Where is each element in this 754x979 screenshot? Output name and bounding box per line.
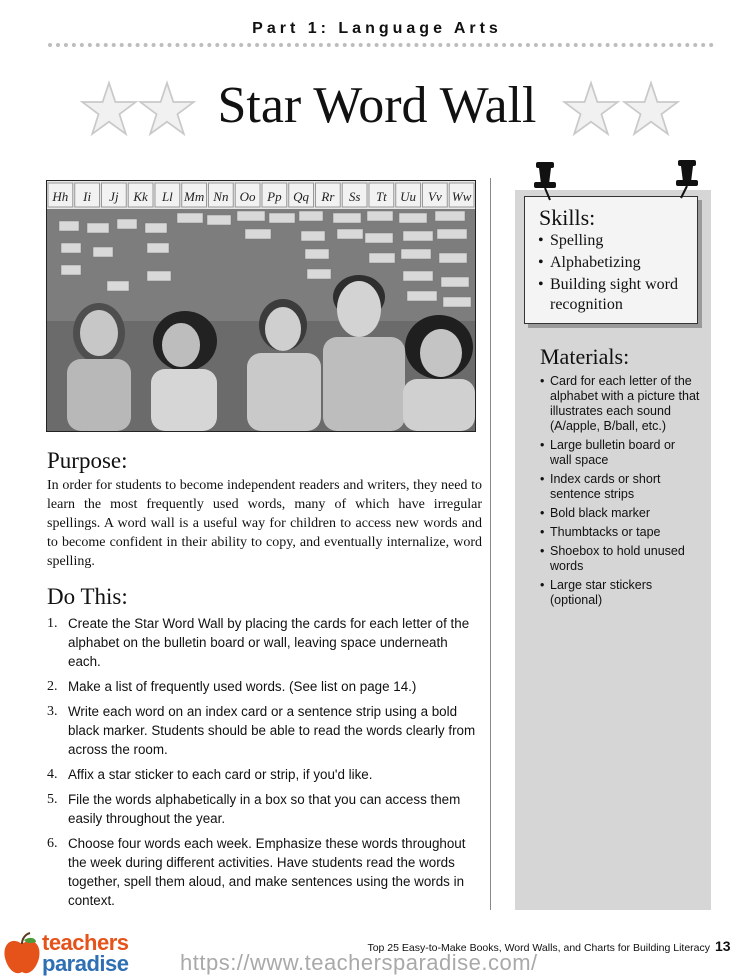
skills-card bbox=[524, 196, 698, 324]
alphabet-card-label: Ll bbox=[161, 189, 173, 204]
classroom-illustration bbox=[47, 181, 475, 431]
alphabet-card-label: Jj bbox=[109, 189, 119, 204]
step-item bbox=[47, 614, 483, 671]
watermark-url-link[interactable]: https://www.teachersparadise.com/ bbox=[180, 950, 538, 975]
step-text: Make a list of frequently used words. (See list on page 14.) bbox=[68, 679, 417, 694]
pushpin-icon bbox=[530, 160, 564, 202]
step-text: Create the Star Word Wall by placing the cards for each letter of the alphabet on the bulletin board or wall, leaving space underneath each. bbox=[68, 616, 470, 669]
step-item bbox=[47, 677, 483, 696]
alphabet-card-label: Qq bbox=[293, 189, 310, 204]
alphabet-card-label: Ii bbox=[83, 189, 92, 204]
step-number: 3. bbox=[47, 704, 58, 719]
star-icon bbox=[622, 80, 680, 138]
materials-item: • Large star stickers (optional) bbox=[540, 578, 700, 608]
alphabet-card-label: Ss bbox=[348, 189, 361, 204]
alphabet-card-label: Vv bbox=[428, 189, 442, 204]
pushpin-icon bbox=[668, 158, 702, 200]
step-text: Write each word on an index card or a sentence strip using a bold black marker. Students should be able to read the words clearly from across the room. bbox=[68, 704, 476, 757]
alphabet-card-label: Ww bbox=[451, 189, 472, 204]
star-icon bbox=[562, 80, 620, 138]
alphabet-card-label: Hh bbox=[52, 189, 69, 204]
column-divider bbox=[490, 178, 491, 910]
alphabet-card-label: Nn bbox=[213, 189, 229, 204]
purpose-text: In order for students to become independent readers and writers, they need to learn the most frequently used words, many of which have irregular spellings. A word wall is a useful way for children to access new words and to become confident in their ability to copy, and eventually internalize, word spelling. bbox=[47, 478, 482, 569]
steps-list bbox=[47, 614, 483, 916]
materials-list bbox=[540, 374, 700, 612]
header-dotted-rule bbox=[48, 43, 714, 47]
page-title: Star Word Wall bbox=[217, 77, 537, 134]
alphabet-card-label: Tt bbox=[375, 189, 387, 204]
step-number: 5. bbox=[47, 792, 58, 807]
materials-heading: Materials: bbox=[540, 344, 630, 369]
materials-item: • Bold black marker bbox=[540, 506, 700, 521]
materials-item: • Card for each letter of the alphabet with a picture that illustrates each sound (A/apple, B/ball, etc.) bbox=[540, 374, 700, 434]
do-this-heading: Do This: bbox=[47, 584, 128, 609]
alphabet-card-label: Uu bbox=[400, 189, 417, 204]
teachers-paradise-logo[interactable] bbox=[0, 928, 160, 979]
skills-item: • Alphabetizing bbox=[538, 253, 700, 273]
step-item bbox=[47, 790, 483, 828]
step-text: Affix a star sticker to each card or strip, if you'd like. bbox=[68, 767, 373, 782]
skills-item: • Building sight word recognition bbox=[538, 275, 700, 315]
step-text: File the words alphabetically in a box so that you can access them easily throughout the year. bbox=[68, 792, 461, 826]
step-number: 4. bbox=[47, 767, 58, 782]
step-number: 2. bbox=[47, 679, 58, 694]
skills-item: • Spelling bbox=[538, 231, 700, 251]
alphabet-card-label: Oo bbox=[239, 189, 256, 204]
materials-item: • Index cards or short sentence strips bbox=[540, 472, 700, 502]
page-number: 13 bbox=[715, 938, 731, 954]
alphabet-card-label: Rr bbox=[321, 189, 335, 204]
logo-word-teachers: teachers bbox=[42, 930, 129, 955]
step-number: 6. bbox=[47, 836, 58, 851]
alphabet-card-label: Pp bbox=[267, 189, 282, 204]
alphabet-card-label: Kk bbox=[133, 189, 148, 204]
step-text: Choose four words each week. Emphasize these words throughout the week during different activities. Have students read the words together, spell them aloud, and make sentences using the words in context. bbox=[68, 836, 466, 908]
skills-heading: Skills: bbox=[539, 205, 596, 230]
materials-item: • Thumbtacks or tape bbox=[540, 525, 700, 540]
step-item bbox=[47, 702, 483, 759]
skills-list bbox=[538, 231, 700, 317]
step-number: 1. bbox=[47, 616, 58, 631]
alphabet-card-label: Mm bbox=[184, 189, 205, 204]
materials-item: • Large bulletin board or wall space bbox=[540, 438, 700, 468]
classroom-photo bbox=[46, 180, 476, 432]
apple-icon bbox=[2, 932, 42, 976]
step-item bbox=[47, 765, 483, 784]
purpose-heading: Purpose: bbox=[47, 448, 128, 473]
step-item bbox=[47, 834, 483, 910]
materials-item: • Shoebox to hold unused words bbox=[540, 544, 700, 574]
part-header: Part 1: Language Arts bbox=[252, 20, 502, 37]
footer-book-title: Top 25 Easy-to-Make Books, Word Walls, and Charts for Building Literacy bbox=[367, 942, 710, 954]
logo-word-paradise: paradise bbox=[42, 951, 129, 976]
